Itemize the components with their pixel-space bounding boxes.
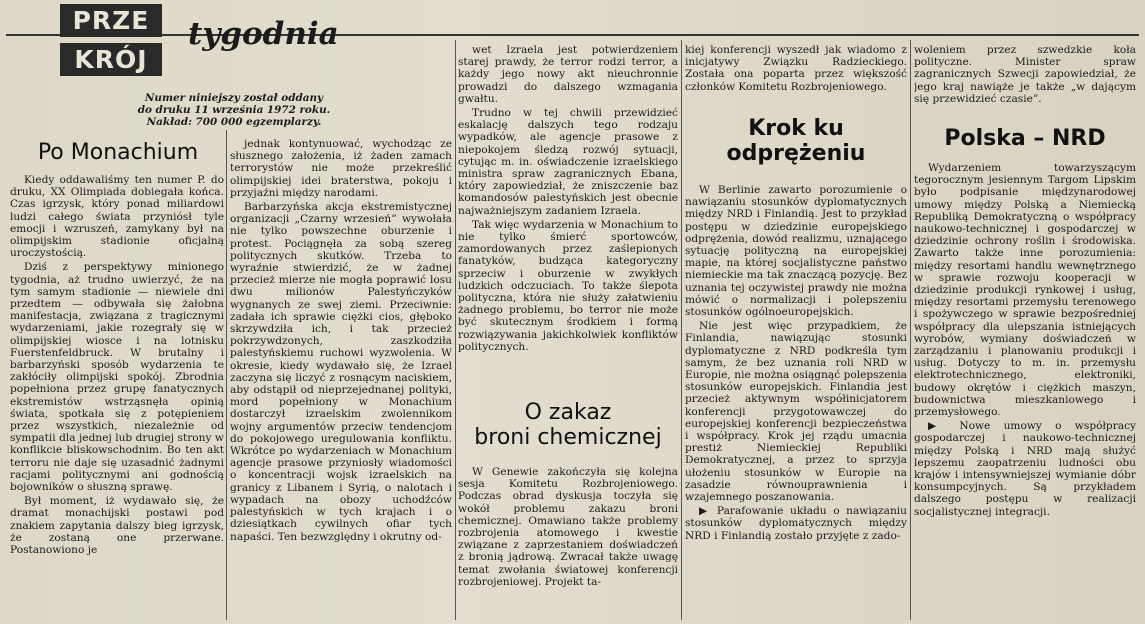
paragraph: kiej konferencji wyszedł jak wiadomo z inicjatywy Związku Radzieckiego. Została ona poparta przez większość członków Komitetu Rozbrojeniowego. xyxy=(685,44,907,93)
paragraph: Barbarzyńska akcja ekstremistycznej organizacji „Czarny wrzesień” wywołała nie tylko powszechne oburzenie i protest. Pociągnęła za sobą szereg politycznych skutków. Trzeba to wyraźnie stwierdzić, że w żadnej przecież mierze nie mogła poprawić losu dwu milionów Palestyńczyków wygnanych ze swej ziemi. Przeciwnie: zadała ich sprawie ciężki cios, głęboko skrzywdziła ich, i tak przecież pokrzywdzonych, zaszkodziła palestyńskiemu ruchowi wyzwolenia. W okresie, kiedy wydawało się, że Izrael zaczyna się liczyć z rosnącym naciskiem, aby odstąpił od nieprzejednanej polityki, mord popełniony w Monachium dostarczył izraelskim zwolennikom wojny argumentów przeciw tendencjom do pokojowego uregulowania konfliktu. Wkrótce po wydarzeniach w Monachium agencje prasowe przyniosły wiadomości o koncentracji wojsk izraelskich na granicy z Libanem i Syrią, o nalotach i wypadach na obozy uchodźców palestyńskich w tych krajach i o dziesiątkach cywilnych ofiar tych napaści. Ten bezwzględny i okrutny od- xyxy=(230,201,452,543)
przekroj-logo xyxy=(60,4,162,78)
headline-line: broni chemicznej xyxy=(474,425,662,451)
paragraph: Dziś z perspektywy minionego tygodnia, aż trudno uwierzyć, że na tym samym stadionie — niewiele dni przedtem — odbywała się żałobna manifestacja, związana z tragicznymi wydarzeniami, jakie rozegrały się w olimpijskiej wiosce i na lotnisku Fuerstenfeldbruck. W brutalny i barbarzyński sposób wydarzenia te zakłóciły olimpijski spokój. Zbrodnia popełniona przez grupę fanatycznych ekstremistów wstrząsnęła opinią świata, spotkała się z potępieniem przez wszystkich, niezależnie od sympatii dla jednej lub drugiej strony w konflikcie bliskowschodnim. Bo ten akt terroru nie daje się uzasadnić żadnymi racjami politycznymi ani godnością bojowników o słuszną sprawę. xyxy=(10,261,224,494)
imprint-line: Numer niniejszy został oddany xyxy=(144,92,324,104)
paragraph: ▶ Nowe umowy o współpracy gospodarczej i naukowo-technicznej między Polską i NRD mają służyć lepszemu zaopatrzeniu ludności obu krajów i intensywniejszej wymianie dóbr konsumpcyjnych. Są przykładem dalszego postępu w realizacji socjalistycznej integracji. xyxy=(914,420,1136,518)
paragraph: Tak więc wydarzenia w Monachium to nie tylko śmierć sportowców, zamordowanych przez zaślepionych fanatyków, budząca kategoryczny sprzeciw i oburzenie w zwykłych ludzkich odczuciach. To także ślepota polityczna, która nie służy załatwieniu żadnego problemu, bo terror nie może być skutecznym środkiem i formą rozwiązywania jakichkolwiek konfliktów politycznych. xyxy=(458,218,678,353)
column-4 xyxy=(685,184,907,620)
paragraph: W Genewie zakończyła się kolejna sesja Komitetu Rozbrojeniowego. Podczas obrad dyskusja toczyła się wokół problemu zakazu broni chemicznej. Omawiano także problemy rozbrojenia atomowego i kwestie związane z zaprzestaniem doświadczeń z bronią jądrową. Zwracał także uwagę temat zwołania światowej konferencji rozbrojeniowej. Projekt ta- xyxy=(458,466,678,588)
masthead-rule xyxy=(6,34,1139,36)
headline-o-zakaz xyxy=(458,400,678,451)
headline-polska-nrd: Polska – NRD xyxy=(944,126,1106,151)
column-1 xyxy=(10,174,224,620)
column-divider xyxy=(226,130,227,620)
column-divider xyxy=(681,40,682,620)
paragraph: Wydarzeniem towarzyszącym tegorocznym jesiennym Targom Lipskim było podpisanie międzynarodowej umowy między Polską a Niemiecką Republiką Demokratyczną o współpracy naukowo-technicznej i gospodarczej w dziedzinie ochrony roślin i środowiska. Zawarto także inne porozumienia: między resortami handlu wewnętrznego w sprawie rozwoju kooperacji w dziedzinie produkcji rynkowej i usług, między resortami przemysłu terenowego i spożywczego w sprawie bezpośredniej współpracy dla ulepszania istniejących wyrobów, wymiany doświadczeń w zarządzaniu i planowaniu produkcji i usług. Dotyczy to m. in. przemysłu elektrotechnicznego, elektroniki, budowy okrętów i ciężkich maszyn, budownictwa mieszkaniowego i przemysłowego. xyxy=(914,162,1136,419)
column-3 xyxy=(458,44,678,392)
imprint-note xyxy=(128,92,340,129)
logo-top: PRZE xyxy=(60,4,162,37)
column-divider xyxy=(910,40,911,620)
column-5 xyxy=(914,162,1136,620)
headline-krok-ku xyxy=(690,116,902,167)
column-4a xyxy=(685,44,907,106)
paragraph: wet Izraela jest potwierdzeniem starej prawdy, że terror rodzi terror, a każdy jego nowy akt nieuchronnie prowadzi do dalszego wzmagania gwałtu. xyxy=(458,44,678,105)
imprint-line: do druku 11 września 1972 roku. xyxy=(137,104,331,117)
column-2 xyxy=(230,138,452,620)
column-5a xyxy=(914,44,1136,118)
paragraph: Nie jest więc przypadkiem, że Finlandia, nawiązując stosunki dyplomatyczne z NRD podkreśla tym samym, że bez uznania roli NRD w Europie, nie można osiągnąć polepszenia stosunków europejskich. Finlandia jest przecież aktywnym współinicjatorem konferencji przygotowawczej do europejskiej konferencji bezpieczeństwa i współpracy. Krok jej rządu umacnia prestiż Niemieckiej Republiki Demokratycznej, a przez to sprzyja ułożeniu stosunków w Europie na zasadzie równouprawnienia i wzajemnego poszanowania. xyxy=(685,320,907,504)
headline-po-monachium: Po Monachium xyxy=(37,140,199,165)
headline-line: odprężeniu xyxy=(726,141,866,167)
column-divider xyxy=(455,40,456,620)
logo-bottom: KRÓJ xyxy=(60,43,162,76)
paragraph: woleniem przez szwedzkie koła polityczne. Minister spraw zagranicznych Szwecji zapowiedział, że jego kraj nawiąże je także „w dającym się przewidzieć czasie”. xyxy=(914,44,1136,105)
imprint-line: Nakład: 700 000 egzemplarzy. xyxy=(146,116,322,129)
section-title: tygodnia xyxy=(188,16,339,52)
paragraph: Był moment, iż wydawało się, że dramat monachijski postawi pod znakiem zapytania dalszy bieg igrzysk, że zostaną one przerwane. Postanowiono je xyxy=(10,495,224,557)
column-3b xyxy=(458,466,678,620)
paragraph: W Berlinie zawarto porozumienie o nawiązaniu stosunków dyplomatycznych między NRD i Finlandią. Jest to przykład postępu w dziedzinie europejskiego odprężenia, dowód realizmu, uznającego sytuację polityczną na europejskiej mapie, na której socjalistyczne państwo niemieckie ma tak znaczącą pozycję. Bez uznania tej oczywistej prawdy nie można mówić o normalizacji i polepszeniu stosunków ogólnoeuropejskich. xyxy=(685,184,907,319)
paragraph: Trudno w tej chwili przewidzieć eskalację dalszych tego rodzaju wypadków, ale agencje prasowe z niepokojem śledzą rozwój sytuacji, cytując m. in. oświadczenie izraelskiego ministra spraw zagranicznych Ebana, który zapowiedział, że zniszczenie baz komandosów palestyńskich jest obecnie najważniejszym zadaniem Izraela. xyxy=(458,107,678,217)
headline-line: O zakaz xyxy=(524,400,612,425)
paragraph: jednak kontynuować, wychodząc ze słusznego założenia, iż żaden zamach terrorystów nie może przekreślić olimpijskiej idei braterstwa, pokoju i przyjaźni między narodami. xyxy=(230,138,452,199)
paragraph: ▶ Parafowanie układu o nawiązaniu stosunków dyplomatycznych między NRD i Finlandią zostało przyjęte z zado- xyxy=(685,505,907,542)
headline-line: Krok ku xyxy=(748,116,844,141)
paragraph: Kiedy oddawaliśmy ten numer P. do druku, XX Olimpiada dobiegała końca. Czas igrzysk, który ponad miliardowi ludzi całego świata przyniósł tyle emocji i wzruszeń, zamykany był na olimpijskim stadionie oficjalną uroczystością. xyxy=(10,174,224,260)
